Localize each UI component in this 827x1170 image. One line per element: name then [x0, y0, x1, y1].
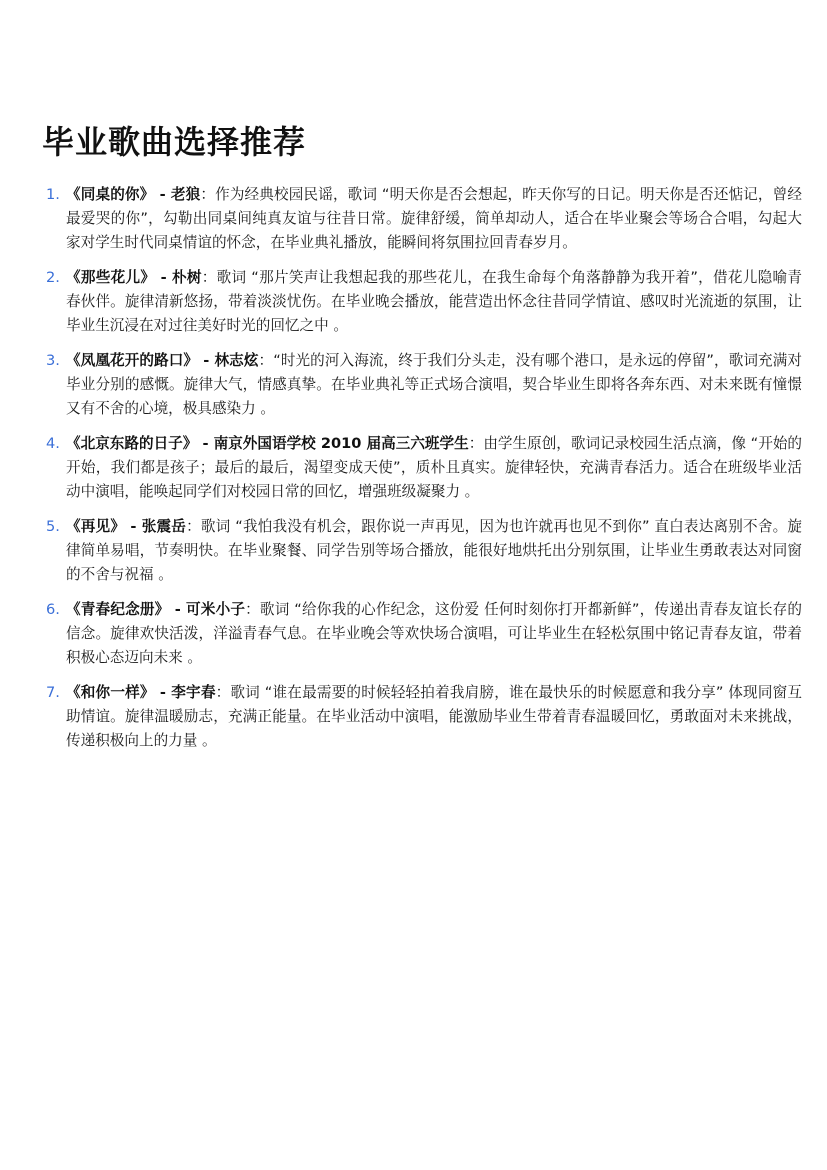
colon: ：	[258, 352, 274, 369]
song-title: 《再见》	[66, 518, 126, 535]
song-title: 《北京东路的日子》	[66, 435, 198, 452]
song-artist: 张震岳	[141, 518, 187, 535]
title-separator: -	[155, 269, 172, 286]
song-artist: 朴树	[172, 269, 202, 286]
colon: ：	[186, 518, 201, 535]
song-artist: 李宇春	[171, 684, 216, 701]
list-number: 1.	[46, 186, 60, 203]
colon: ：	[215, 684, 231, 701]
song-description: 歌词 “给你我的心作纪念，这份爱 任何时刻你打开都新鲜”，传递出青春友谊长存的信念。旋律欢快活泼，洋溢青春气息。在毕业晚会等欢快场合演唱，可让毕业生在轻松氛围中铭记青春友谊，带着积极心态迈向未来 。	[66, 601, 802, 666]
song-description: 由学生原创，歌词记录校园生活点滴，像 “开始的开始，我们都是孩子；最后的最后，渴望变成天使”，质朴且真实。旋律轻快，充满青春活力。适合在班级毕业活动中演唱，能唤起同学们对校园日常的回忆，增强班级凝聚力 。	[66, 435, 803, 500]
list-number: 7.	[46, 684, 60, 701]
colon: ：	[245, 601, 260, 618]
song-artist: 可米小子	[186, 601, 246, 618]
title-separator: -	[154, 186, 171, 203]
song-title: 《同桌的你》	[66, 186, 155, 203]
list-item	[42, 515, 802, 587]
song-title: 《凤凰花开的路口》	[66, 352, 199, 369]
song-description: 歌词 “谁在最需要的时候轻轻拍着我肩膀，谁在最快乐的时候愿意和我分享” 体现同窗互助情谊。旋律温暖励志，充满正能量。在毕业活动中演唱，能激励毕业生带着青春温暖回忆，勇敢面对未来挑战，传递积极向上的力量 。	[66, 684, 802, 749]
list-item	[42, 598, 802, 670]
song-description: 作为经典校园民谣，歌词 “明天你是否会想起，昨天你写的日记。明天你是否还惦记，曾经最爱哭的你”，勾勒出同桌间纯真友谊与往昔日常。旋律舒缓，简单却动人，适合在毕业聚会等场合合唱，勾起大家对学生时代同桌情谊的怀念，在毕业典礼播放，能瞬间将氛围拉回青春岁月。	[66, 186, 802, 251]
song-artist: 老狼	[170, 186, 201, 203]
list-number: 3.	[46, 352, 60, 369]
colon: ：	[201, 269, 217, 286]
list-item	[42, 266, 802, 338]
title-separator: -	[169, 601, 187, 618]
list-number: 5.	[46, 518, 60, 535]
song-artist: 林志炫	[214, 352, 259, 369]
song-description: “时光的河入海流，终于我们分头走，没有哪个港口，是永远的停留”，歌词充满对毕业分别的感慨。旋律大气，情感真挚。在毕业典礼等正式场合演唱，契合毕业生即将各奔东西、对未来既有憧憬又有不舍的心境，极具感染力 。	[66, 352, 802, 417]
list-number: 4.	[46, 435, 60, 452]
list-number: 6.	[46, 601, 60, 618]
list-item	[42, 183, 802, 255]
list-item	[42, 681, 802, 753]
page-title: 毕业歌曲选择推荐	[42, 123, 307, 161]
song-title: 《青春纪念册》	[66, 601, 170, 618]
song-description: 歌词 “那片笑声让我想起我的那些花儿，在我生命每个角落静静为我开着”，借花儿隐喻青春伙伴。旋律清新悠扬，带着淡淡忧伤。在毕业晚会播放，能营造出怀念往昔同学情谊、感叹时光流逝的氛围，让毕业生沉浸在对过往美好时光的回忆之中 。	[66, 269, 802, 334]
title-separator: -	[197, 435, 214, 452]
title-separator: -	[154, 684, 172, 701]
list-number: 2.	[46, 269, 60, 286]
list-item	[42, 349, 802, 421]
colon: ：	[468, 435, 484, 452]
song-description: 歌词 “我怕我没有机会，跟你说一声再见，因为也许就再也见不到你” 直白表达离别不舍。旋律简单易唱，节奏明快。在毕业聚餐、同学告别等场合播放，能很好地烘托出分别氛围，让毕业生勇敢表达对同窗的不舍与祝福 。	[66, 518, 802, 583]
list-item	[42, 432, 802, 504]
song-list	[42, 183, 802, 764]
title-separator: -	[125, 518, 142, 535]
colon: ：	[200, 186, 216, 203]
song-artist: 南京外国语学校 2010 届高三六班学生	[213, 435, 469, 452]
song-title: 《和你一样》	[66, 684, 155, 701]
song-title: 《那些花儿》	[66, 269, 156, 286]
title-separator: -	[198, 352, 215, 369]
